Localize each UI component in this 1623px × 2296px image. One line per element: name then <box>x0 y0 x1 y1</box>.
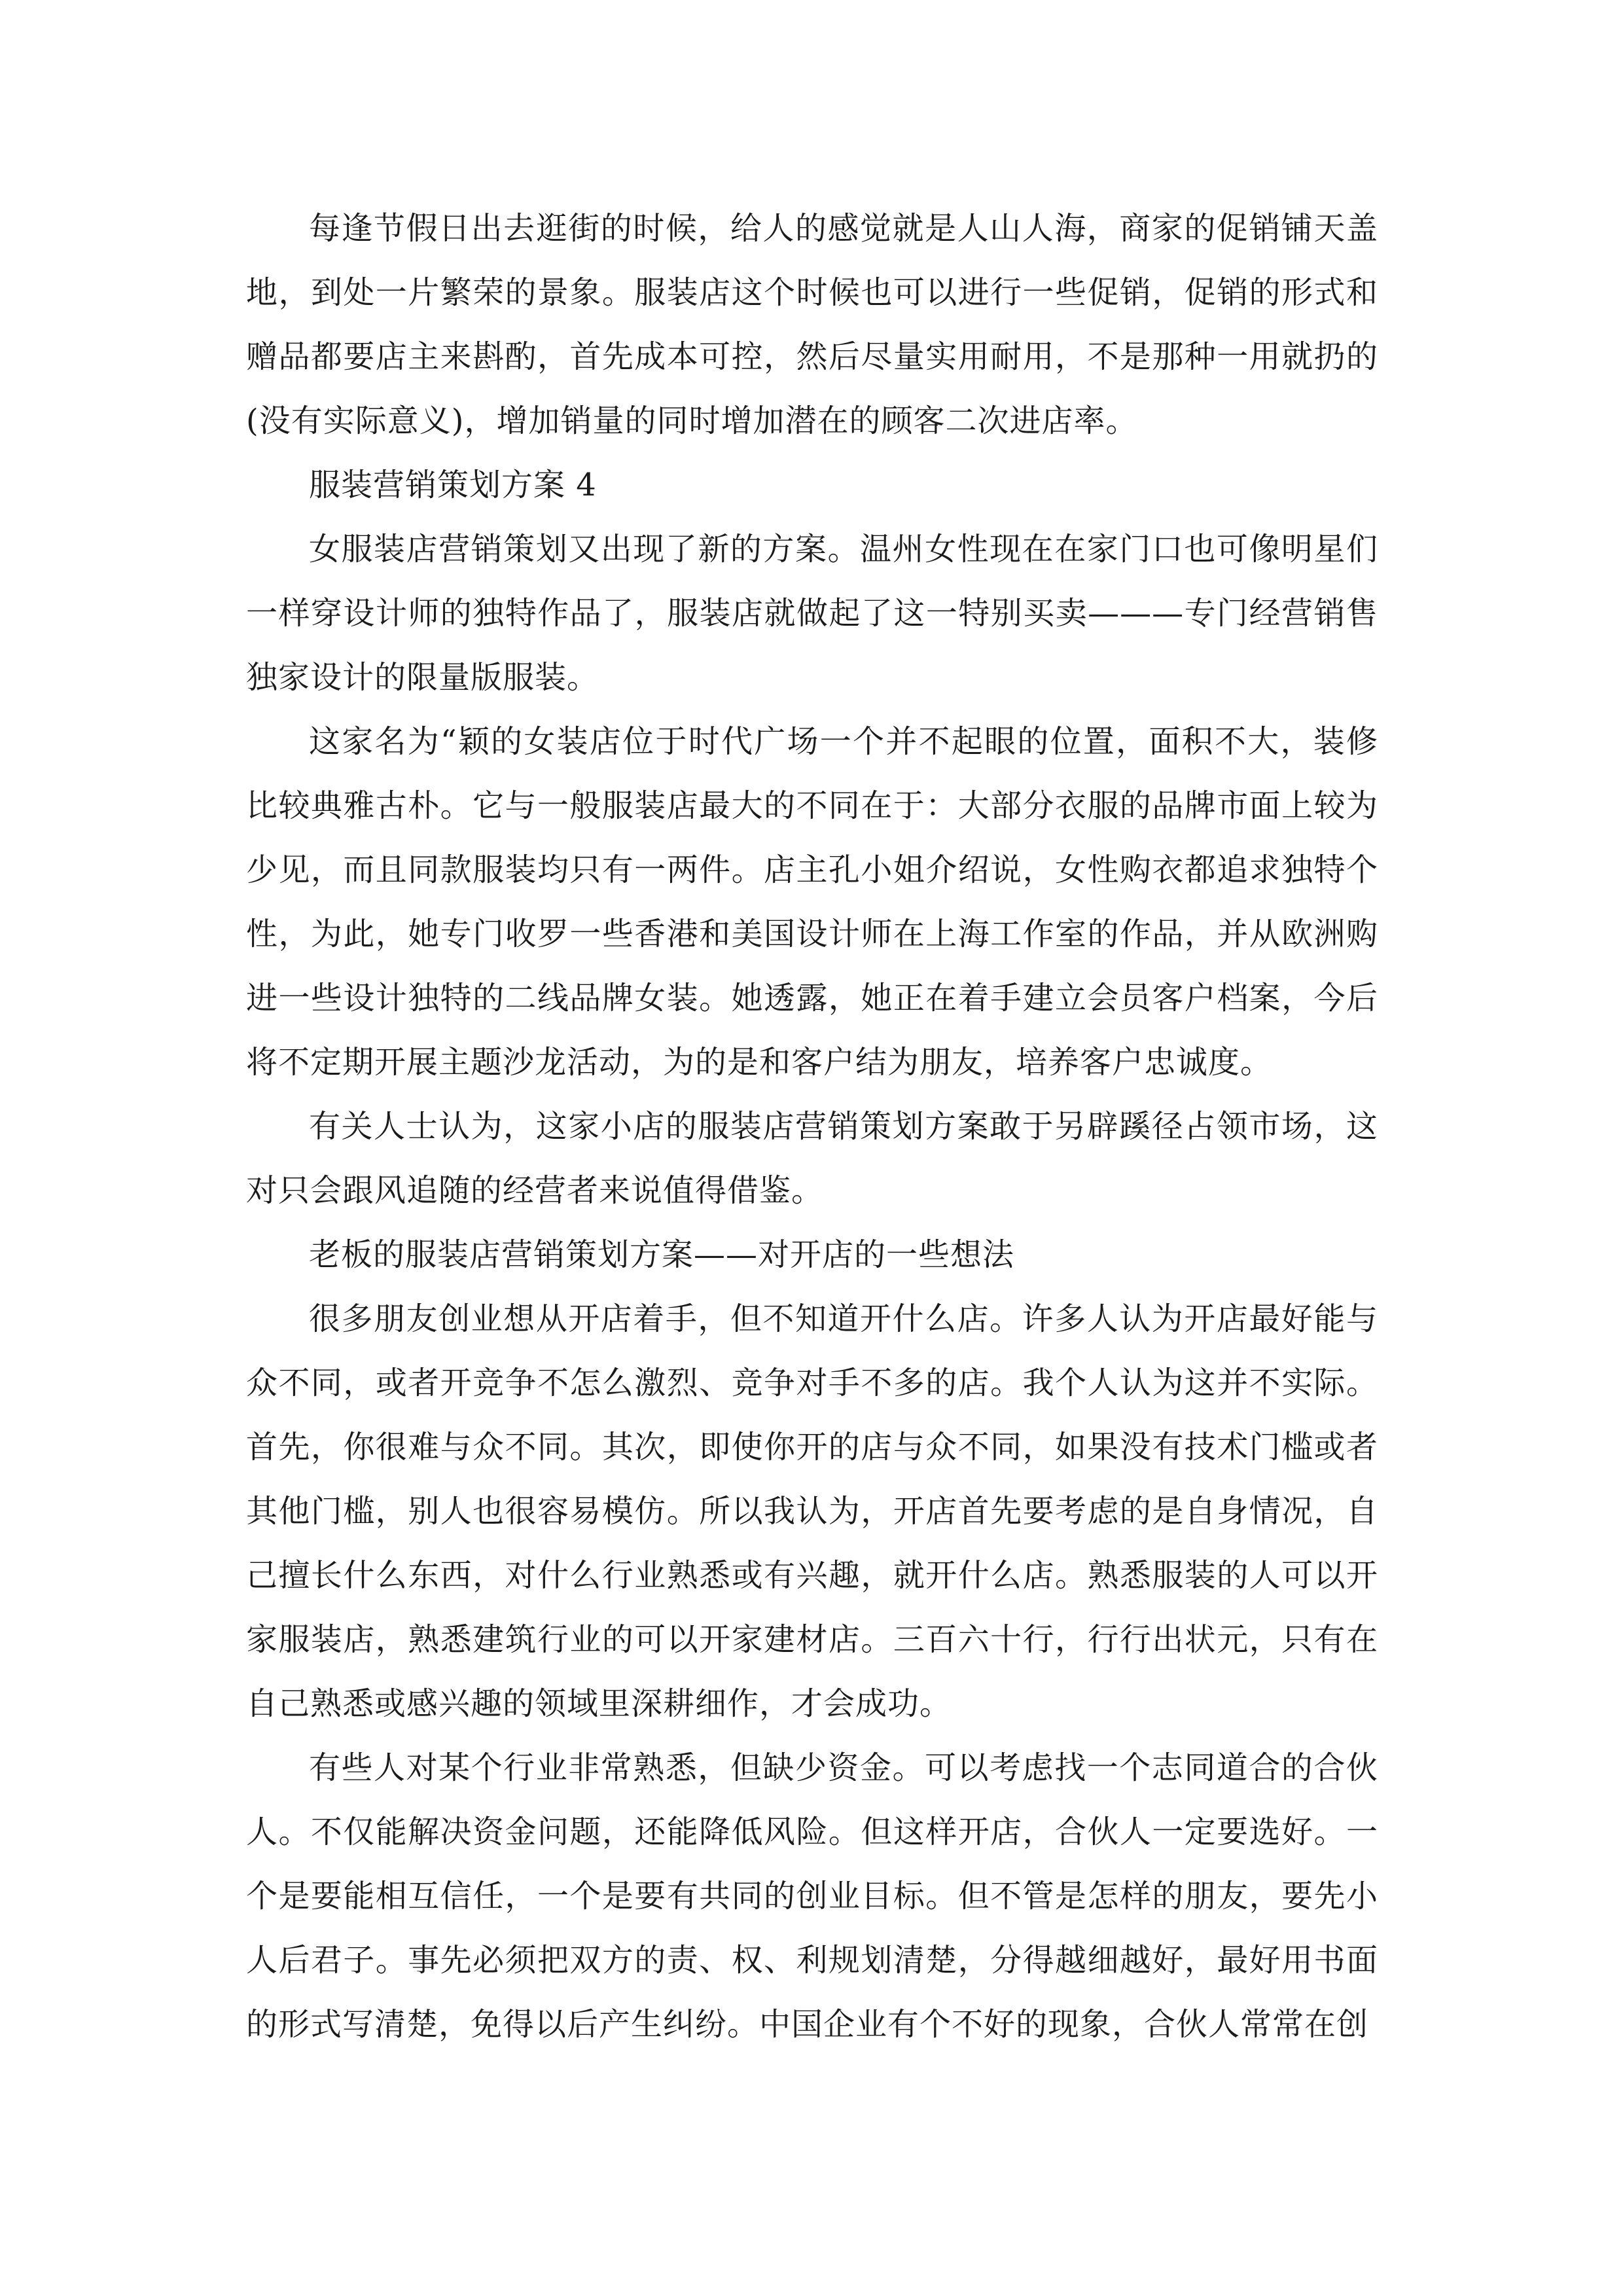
document-body <box>246 196 1378 2056</box>
paragraph-store-description: 这家名为“颖的女装店位于时代广场一个并不起眼的位置，面积不大，装修比较典雅古朴。它与一般服装店最大的不同在于：大部分衣服的品牌市面上较为少见，而且同款服装均只有一两件。店主孔小姐介绍说，女性购衣都追求独特个性，为此，她专门收罗一些香港和美国设计师在上海工作室的作品，并从欧洲购进一些设计独特的二线品牌女装。她透露，她正在着手建立会员客户档案，今后将不定期开展主题沙龙活动，为的是和客户结为朋友，培养客户忠诚度。 <box>246 723 1378 1081</box>
paragraph-new-plan: 女服装店营销策划又出现了新的方案。温州女性现在在家门口也可像明星们一样穿设计师的独特作品了，服装店就做起了这一特别买卖———专门经营销售独家设计的限量版服装。 <box>246 531 1378 696</box>
paragraph-choose-store: 很多朋友创业想从开店着手，但不知道开什么店。许多人认为开店最好能与众不同，或者开竞争不怎么激烈、竞争对手不多的店。我个人认为这并不实际。首先，你很难与众不同。其次，即使你开的店与众不同，如果没有技术门槛或者其他门槛，别人也很容易模仿。所以我认为，开店首先要考虑的是自身情况，自己擅长什么东西，对什么行业熟悉或有兴趣，就开什么店。熟悉服装的人可以开家服装店，熟悉建筑行业的可以开家建材店。三百六十行，行行出状元，只有在自己熟悉或感兴趣的领域里深耕细作，才会成功。 <box>246 1300 1378 1722</box>
paragraph-holiday-promotion: 每逢节假日出去逛街的时候，给人的感觉就是人山人海，商家的促销铺天盖地，到处一片繁荣的景象。服装店这个时候也可以进行一些促销，促销的形式和赠品都要店主来斟酌，首先成本可控，然后尽量实用耐用，不是那种一用就扔的(没有实际意义)，增加销量的同时增加潜在的顾客二次进店率。 <box>246 210 1378 439</box>
paragraph-expert-opinion: 有关人士认为，这家小店的服装店营销策划方案敢于另辟蹊径占领市场，这对只会跟风追随的经营者来说值得借鉴。 <box>246 1108 1378 1209</box>
paragraph-partners: 有些人对某个行业非常熟悉，但缺少资金。可以考虑找一个志同道合的合伙人。不仅能解决资金问题，还能降低风险。但这样开店，合伙人一定要选好。一个是要能相互信任，一个是要有共同的创业目标。但不管是怎样的朋友，要先小人后君子。事先必须把双方的责、权、利规划清楚，分得越细越好，最好用书面的形式写清楚，免得以后产生纠纷。中国企业有个不好的现象，合伙人常常在创 <box>246 1749 1378 2043</box>
section-heading-plan-4: 服装营销策划方案 4 <box>309 467 597 503</box>
section-heading-owner-ideas: 老板的服装店营销策划方案——对开店的一些想法 <box>309 1236 1015 1273</box>
